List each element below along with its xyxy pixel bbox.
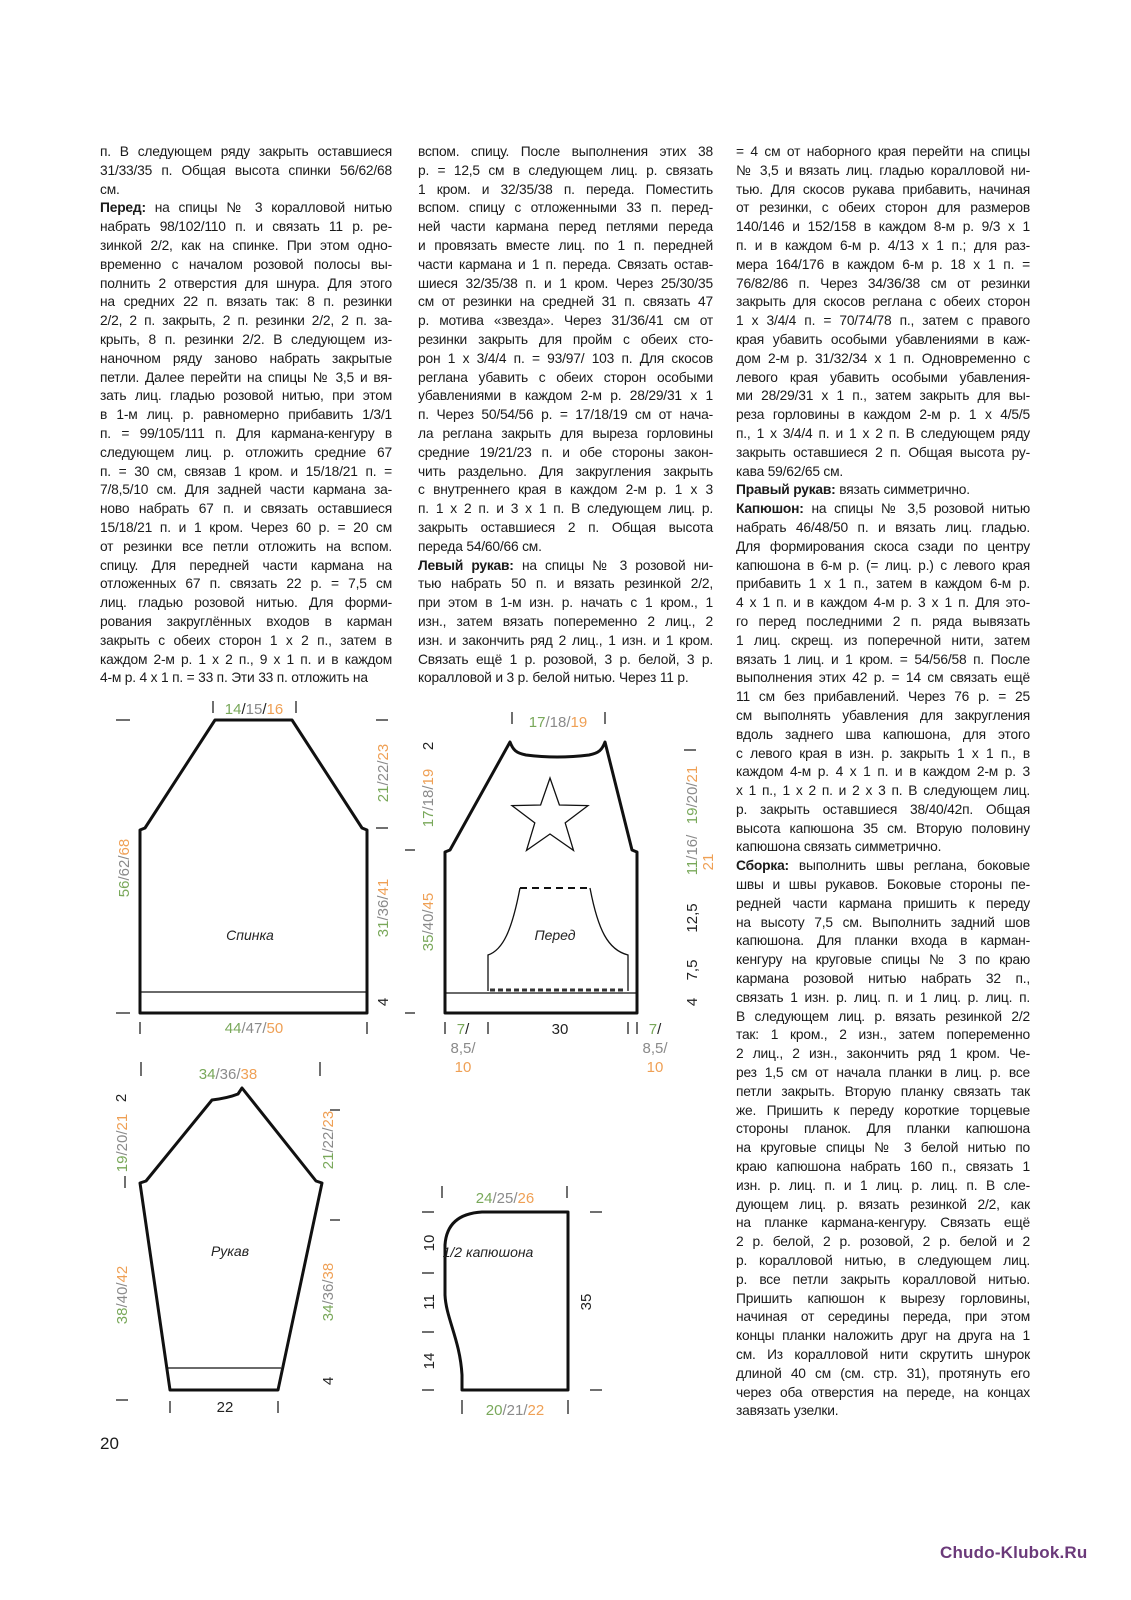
line-text: кава 59/62/65 см. — [736, 463, 844, 479]
line-text: см. Из коралловой нити скрутить шнурок — [736, 1347, 1030, 1362]
line-text: 4-м р. 4 х 1 п. = 33 п. Эти 33 п. отложить на — [100, 670, 368, 686]
line-text: Пришить капюшон к вырезу горловины, — [736, 1290, 1030, 1306]
line-text: рон 1 х 3/4/4 п. = 93/97/ 103 п. Для скосов — [418, 350, 713, 366]
line-text: см. — [100, 181, 120, 197]
line-text: х 1 п., 1 х 2 п. и 2 х 3 п. В следующем лиц. — [736, 783, 1030, 799]
sleeve-outline — [140, 1088, 322, 1390]
line-text: на спицы № 3,5 розовой нитью — [811, 501, 1030, 517]
line-text: и провязать вместе лиц. по 1 п. передней — [418, 237, 713, 253]
hood-seg2-label: 11 — [421, 1294, 438, 1310]
line-text: капюшона связать симметрично. — [736, 839, 942, 855]
line-text: 11 см без прибавлений. Через 76 р. = 25 — [736, 689, 1030, 705]
line-text: 31/33/35 п. Общая высота спинки 56/62/68 — [100, 162, 392, 178]
back-diagram — [116, 701, 392, 1037]
page-number: 20 — [100, 1434, 119, 1453]
line-text: зинкой 2/2, как на спинке. При этом одно- — [100, 237, 392, 253]
line-text: концы планки наложить друг на друга на 1 — [736, 1328, 1030, 1344]
line-text: чить раздельно. Для закругления закрыть — [418, 463, 713, 479]
line-text: капюшона. Для планки входа в карман- — [736, 933, 1030, 949]
line-text: ла реглана закрыть для выреза горловины — [418, 425, 713, 441]
line-text: на круговые спицы № 3 белой нитью по — [736, 1140, 1030, 1156]
line-text: вспом. спицу. После выполнения этих 38 — [418, 144, 713, 159]
section-heading: Капюшон: — [736, 501, 804, 517]
hood-seg3-label: 14 — [421, 1352, 438, 1370]
line-text: закрыть для скосов реглана с обеих сторон — [736, 294, 1030, 310]
line-text: 2/2, 2 п. закрыть, 2 п. резинки 2/2, 2 п. за- — [100, 313, 392, 329]
line-text: тью. Для скосов рукава прибавить, начиная — [736, 181, 1030, 197]
line-text: р. все петли закрыть коралловой нитью. — [736, 1271, 1030, 1287]
line-text: прибавить 1 х 1 п., затем в каждом 6-м р. — [736, 576, 1030, 592]
section-heading: Сборка: — [736, 858, 789, 874]
line-text: редней части кармана пришить к переду — [736, 895, 1030, 911]
line-text: в 1-м лиц. р. равномерно прибавить 1/3/1 — [100, 407, 392, 423]
back-body-label: 31/36/41 — [375, 878, 392, 938]
line-text: кенгуру на круговые спицы № 3 по краю — [736, 952, 1030, 968]
line-text: Связать ещё 1 р. розовой, 3 р. белой, 3 р. — [418, 651, 713, 667]
section-heading: Левый рукав: — [418, 557, 514, 573]
line-text: швы и швы рукавов. Боковые стороны пе- — [736, 877, 1030, 893]
line-text: части кармана и 1 п. переда. Связать остав- — [418, 256, 713, 272]
section-heading: Правый рукав: — [736, 482, 836, 498]
line-text: на высоту 7,5 см. Выполнить задний шов — [736, 914, 1030, 930]
line-text: вязать симметрично. — [839, 482, 970, 498]
line-text: п. Через 50/54/56 р. = 17/18/19 см от нача- — [418, 407, 713, 423]
line-text: спицу. Для передней части кармана на — [100, 557, 392, 573]
sleeve-length-left-label: 38/40/42 — [114, 1265, 131, 1325]
svg-text:7/: 7/ — [456, 1021, 470, 1038]
line-text: высота капюшона 35 см. Вторую половину — [736, 820, 1030, 836]
sleeve-top-label: 34/36/38 — [198, 1066, 258, 1083]
front-neck-depth-label: 2 — [420, 741, 437, 751]
line-text: с левого края в изн. р. закрыть 1 х 1 п., в — [736, 745, 1030, 761]
hood-piece-name: 1/2 капюшона — [442, 1244, 534, 1260]
line-text: закрыть с обеих сторон 1 х 2 п., затем в — [100, 632, 392, 648]
line-text: ми 28/29/31 х 1 п., затем закрыть для вы- — [736, 388, 1030, 404]
line-text: го перед последними 2 п. ряда вывязать — [736, 613, 1030, 629]
line-text: стороны планок. Для планки капюшона — [736, 1121, 1030, 1137]
hood-bottom-label: 20/21/22 — [485, 1402, 545, 1419]
sleeve-piece-name: Рукав — [210, 1243, 250, 1259]
front-star-offset-label: 11/16/ — [684, 834, 701, 876]
front-rib-label: 4 — [684, 997, 701, 1007]
line-text: резинки закрыть для пройм с обеих сто- — [418, 331, 713, 347]
sleeve-raglan-right-label: 21/22/23 — [320, 1110, 337, 1170]
hood-outline — [442, 1212, 568, 1390]
sleeve-length-right-label: 34/36/38 — [320, 1262, 337, 1322]
front-side-width-left — [450, 1021, 476, 1076]
line-text: мера 164/176 в каждом 6-м р. 18 х 1 п. = — [736, 256, 1030, 272]
line-text: В следующем лиц. р. вязать резинкой 2/2 — [736, 1008, 1030, 1024]
line-text: наночном ряду заново набрать закрытые — [100, 350, 392, 366]
line-text: левого края убавить особыми убавления- — [736, 369, 1030, 385]
line-text: связать 1 изн. р. лиц. п. и 1 лиц. р. лиц. п. — [736, 989, 1030, 1005]
line-text: выполнения этих 42 р. = 14 см связать ещё — [736, 670, 1030, 686]
front-star-offset-label-size3: 21 — [700, 853, 717, 871]
line-text: от резинки, с обеих сторон для размеров — [736, 200, 1030, 216]
front-side-width-right — [642, 1021, 668, 1076]
line-text: тью набрать 50 п. и вязать резинкой 2/2, — [418, 576, 713, 592]
watermark: Chudo-Klubok.Ru — [940, 1543, 1088, 1562]
line-text: с внутреннего края в каждом 2-м р. 1 х 3 — [418, 482, 713, 498]
line-text: переда 54/60/66 см. — [418, 538, 542, 554]
line-text: р. закрыть оставшиеся 38/40/42п. Общая — [736, 801, 1030, 817]
line-text: р. коралловой нитью, в следующем лиц. — [736, 1253, 1030, 1269]
line-text: п. В следующем ряду закрыть оставшиеся — [100, 144, 392, 159]
line-text: зать лиц. гладью розовой нитью, при этом — [100, 388, 392, 404]
line-text: закрыть оставшиеся 2 п. Общая высота — [418, 519, 713, 535]
front-pocket-side-label: 7,5 — [684, 959, 701, 981]
line-text: завязать узелки. — [736, 1403, 839, 1419]
line-text: дом 2-м р. 31/32/34 х 1 п. Одновременно с — [736, 350, 1030, 366]
line-text: п. и в каждом 6-м р. 4/13 х 1 п.; для раз- — [736, 237, 1030, 253]
line-text: рез 1,5 см от начала планки в лиц. р. все — [736, 1065, 1030, 1081]
line-text: рования закруглённых входов в карман — [100, 613, 392, 629]
line-text: п. 1 х 2 п. и 3 х 1 п. В следующем лиц. р. — [418, 501, 713, 517]
line-text: 4 х 1 п. и в каждом 4-м р. 3 х 1 п. Для это- — [736, 595, 1030, 611]
line-text: края убавить особыми убавлениями в каж- — [736, 331, 1030, 347]
line-text: вязать 1 лиц. и 1 кром. = 54/56/58 п. После — [736, 651, 1030, 667]
back-raglan-label: 21/22/23 — [375, 743, 392, 803]
line-text: 2 р. белой, 2 р. розовой, 2 р. белой и 2 — [736, 1234, 1030, 1250]
line-text: длиной 40 см (см. стр. 31), протянуть его — [736, 1365, 1030, 1381]
line-text: вспом. спицу с отложенными 33 п. перед- — [418, 200, 713, 216]
line-text: петли закрыть. Вторую планку связать так — [736, 1083, 1030, 1099]
line-text: вдоль заднего шва капюшона, для этого — [736, 726, 1030, 742]
front-height-label: 35/40/45 — [420, 892, 437, 952]
line-text: изн. и закончить ряд 2 лиц., 1 изн. и 1 кром. — [418, 632, 713, 648]
line-text: коралловой и 3 р. белой нитью. Через 11 р. — [418, 670, 689, 686]
line-text: на средних 22 п. вязать так: 8 п. резинки — [100, 294, 392, 310]
hood-seg1-label: 10 — [421, 1234, 438, 1252]
line-text: дующем лиц. р. вязать резинкой 2/2, как — [736, 1196, 1030, 1212]
line-text: полнить 2 отверстия для шнура. Для этого — [100, 275, 392, 291]
line-text: петли. Далее перейти на спицы № 3,5 и вя- — [100, 369, 392, 385]
line-text: шиеся 32/35/38 п. и 1 кром. Через 25/30/35 — [418, 275, 713, 291]
line-text: каждом 2-м р. 1 х 2 п., 9 х 1 п. и в каждом — [100, 651, 392, 667]
front-piece-name: Перед — [534, 927, 576, 943]
front-outline — [445, 742, 637, 1013]
front-pocket-height-label: 12,5 — [684, 903, 701, 933]
line-text: изн. р. лиц. п. и 1 лиц. р. лиц. п. В сле- — [736, 1177, 1030, 1193]
line-text: краю капюшона набрать 160 п., связать 1 — [736, 1159, 1030, 1175]
sleeve-raglan-left-label: 19/20/21 — [114, 1113, 131, 1173]
back-piece-name: Спинка — [226, 927, 274, 943]
line-text: р. = 12,5 см в следующем лиц. р. связать — [418, 162, 713, 178]
hood-height-label: 35 — [578, 1293, 595, 1311]
line-text: от резинки все петли отложить на вспом. — [100, 538, 392, 554]
line-text: каждом 4-м р. 4 х 1 п. и в каждом 2-м р. 3 — [736, 764, 1030, 780]
line-text: на спицы № 3 розовой ни- — [521, 557, 714, 573]
line-text: лиц. гладью розовой нитью. Для форми- — [100, 595, 392, 611]
line-text: № 3,5 и вязать лиц. гладью коралловой ни- — [736, 162, 1030, 178]
svg-text:10: 10 — [646, 1059, 664, 1076]
line-text: реглана убавить с обеих сторон особыми — [418, 369, 713, 385]
line-text: ней части кармана перед петлями переда — [418, 219, 713, 235]
sleeve-cap-label: 2 — [113, 1093, 130, 1103]
line-text: 2 лиц., 2 изн., закончить ряд 1 кром. Че- — [736, 1046, 1030, 1062]
line-text: выполнить швы реглана, боковые — [798, 858, 1030, 874]
back-height-label: 56/62/68 — [116, 838, 133, 898]
svg-text:10: 10 — [454, 1059, 472, 1076]
hood-top-label: 24/25/26 — [475, 1190, 535, 1207]
line-text: ново набрать 67 п. и связать оставшиеся — [100, 501, 392, 517]
sleeve-diagram — [113, 1062, 340, 1416]
front-diagram — [405, 712, 717, 1076]
back-rib-label: 4 — [375, 997, 392, 1007]
line-text: средние 19/21/23 п. и обе стороны закон- — [418, 444, 713, 460]
line-text: отложенных 67 п. связать 22 р. = 7,5 см — [100, 576, 392, 592]
section-heading: Перед: — [100, 200, 146, 216]
back-outline — [140, 720, 367, 1013]
sleeve-rib-label: 4 — [320, 1376, 337, 1386]
line-text: п. = 30 см, связав 1 кром. и 15/18/21 п. = — [100, 463, 392, 479]
line-text: следующем лиц. р. отложить средние 67 — [100, 444, 392, 460]
line-text: см выполнять убавления для закругления — [736, 707, 1030, 723]
line-text: 140/146 и 152/158 в каждом 8-м р. 9/3 х 1 — [736, 219, 1030, 235]
line-text: капюшона в 6-м р. (= лиц. р.) с левого края — [736, 557, 1030, 573]
front-raglan-right-label: 19/20/21 — [684, 765, 701, 825]
svg-text:8,5/: 8,5/ — [450, 1040, 476, 1057]
line-text: Для формирования скоса сзади по центру — [736, 538, 1030, 554]
svg-text:7/: 7/ — [648, 1021, 662, 1038]
line-text: п. = 99/105/111 п. Для кармана-кенгуру в — [100, 425, 392, 441]
line-text: п., 1 х 3/4/4 п. и 1 х 2 п. В следующем ряду — [736, 425, 1030, 441]
svg-text:8,5/: 8,5/ — [642, 1040, 668, 1057]
line-text: изн., затем вязать попеременно 2 лиц., 2 — [418, 613, 713, 629]
line-text: 1 лиц. скрещ. из поперечной нити, затем — [736, 632, 1030, 648]
line-text: на планке кармана-кенгуру. Связать ещё — [736, 1215, 1030, 1231]
line-text: кармана розовой нитью набрать 32 п., — [736, 971, 1030, 987]
line-text: 15/18/21 п. и 1 кром. Через 60 р. = 20 см — [100, 519, 392, 535]
line-text: убавлениями в каждом 2-м р. 28/29/31 х 1 — [418, 388, 713, 404]
back-top-width-label: 14/15/16 — [224, 701, 284, 718]
line-text: реза горловины в каждом 2-м р. 1 х 4/5/5 — [736, 407, 1030, 423]
front-neck-label: 17/18/19 — [528, 714, 588, 731]
line-text: крыть, 8 п. резинки 2/2. В следующем из- — [100, 331, 392, 347]
line-text: на спицы № 3 коралловой нитью — [154, 200, 393, 216]
line-text: 76/82/86 п. Через 34/36/38 см от резинки — [736, 275, 1030, 291]
front-center-width-label: 30 — [551, 1021, 569, 1038]
line-text: см от резинки на средней 31 п. связать 47 — [418, 294, 713, 310]
line-text: так: 1 кром., 2 изн., затем попеременно — [736, 1027, 1030, 1043]
sleeve-cuff-label: 22 — [216, 1399, 234, 1416]
line-text: временно с началом розовой полосы вы- — [100, 256, 392, 272]
line-text: набрать 98/102/110 п. и связать 11 р. ре- — [100, 219, 392, 235]
line-text: начиная от середины переда, при этом — [736, 1309, 1030, 1325]
line-text: при этом в 1-м изн. р. начать с 1 кром., 1 — [418, 595, 713, 611]
back-width-label: 44/47/50 — [224, 1020, 284, 1037]
front-raglan-left-label: 17/18/19 — [420, 768, 437, 828]
line-text: через оба отверстия на переде, на концах — [736, 1384, 1030, 1400]
line-text: р. мотива «звезда». Через 31/36/41 см от — [418, 313, 713, 329]
line-text: = 4 см от наборного края перейти на спицы — [736, 144, 1030, 159]
line-text: же. Пришить к переду короткие торцевые — [736, 1102, 1030, 1118]
line-text: набрать 46/48/50 п. и вязать лиц. гладью. — [736, 519, 1030, 535]
star-motif — [512, 778, 588, 850]
line-text: 1 х 3/4/4 п. = 70/74/78 п., затем с правого — [736, 313, 1030, 329]
line-text: 7/8,5/10 см. Для задней части кармана за- — [100, 482, 392, 498]
line-text: 1 кром. и 32/35/38 п. переда. Поместить — [418, 181, 713, 197]
line-text: закрыть оставшиеся 2 п. Общая высота ру- — [736, 444, 1030, 460]
hood-diagram — [421, 1186, 602, 1419]
